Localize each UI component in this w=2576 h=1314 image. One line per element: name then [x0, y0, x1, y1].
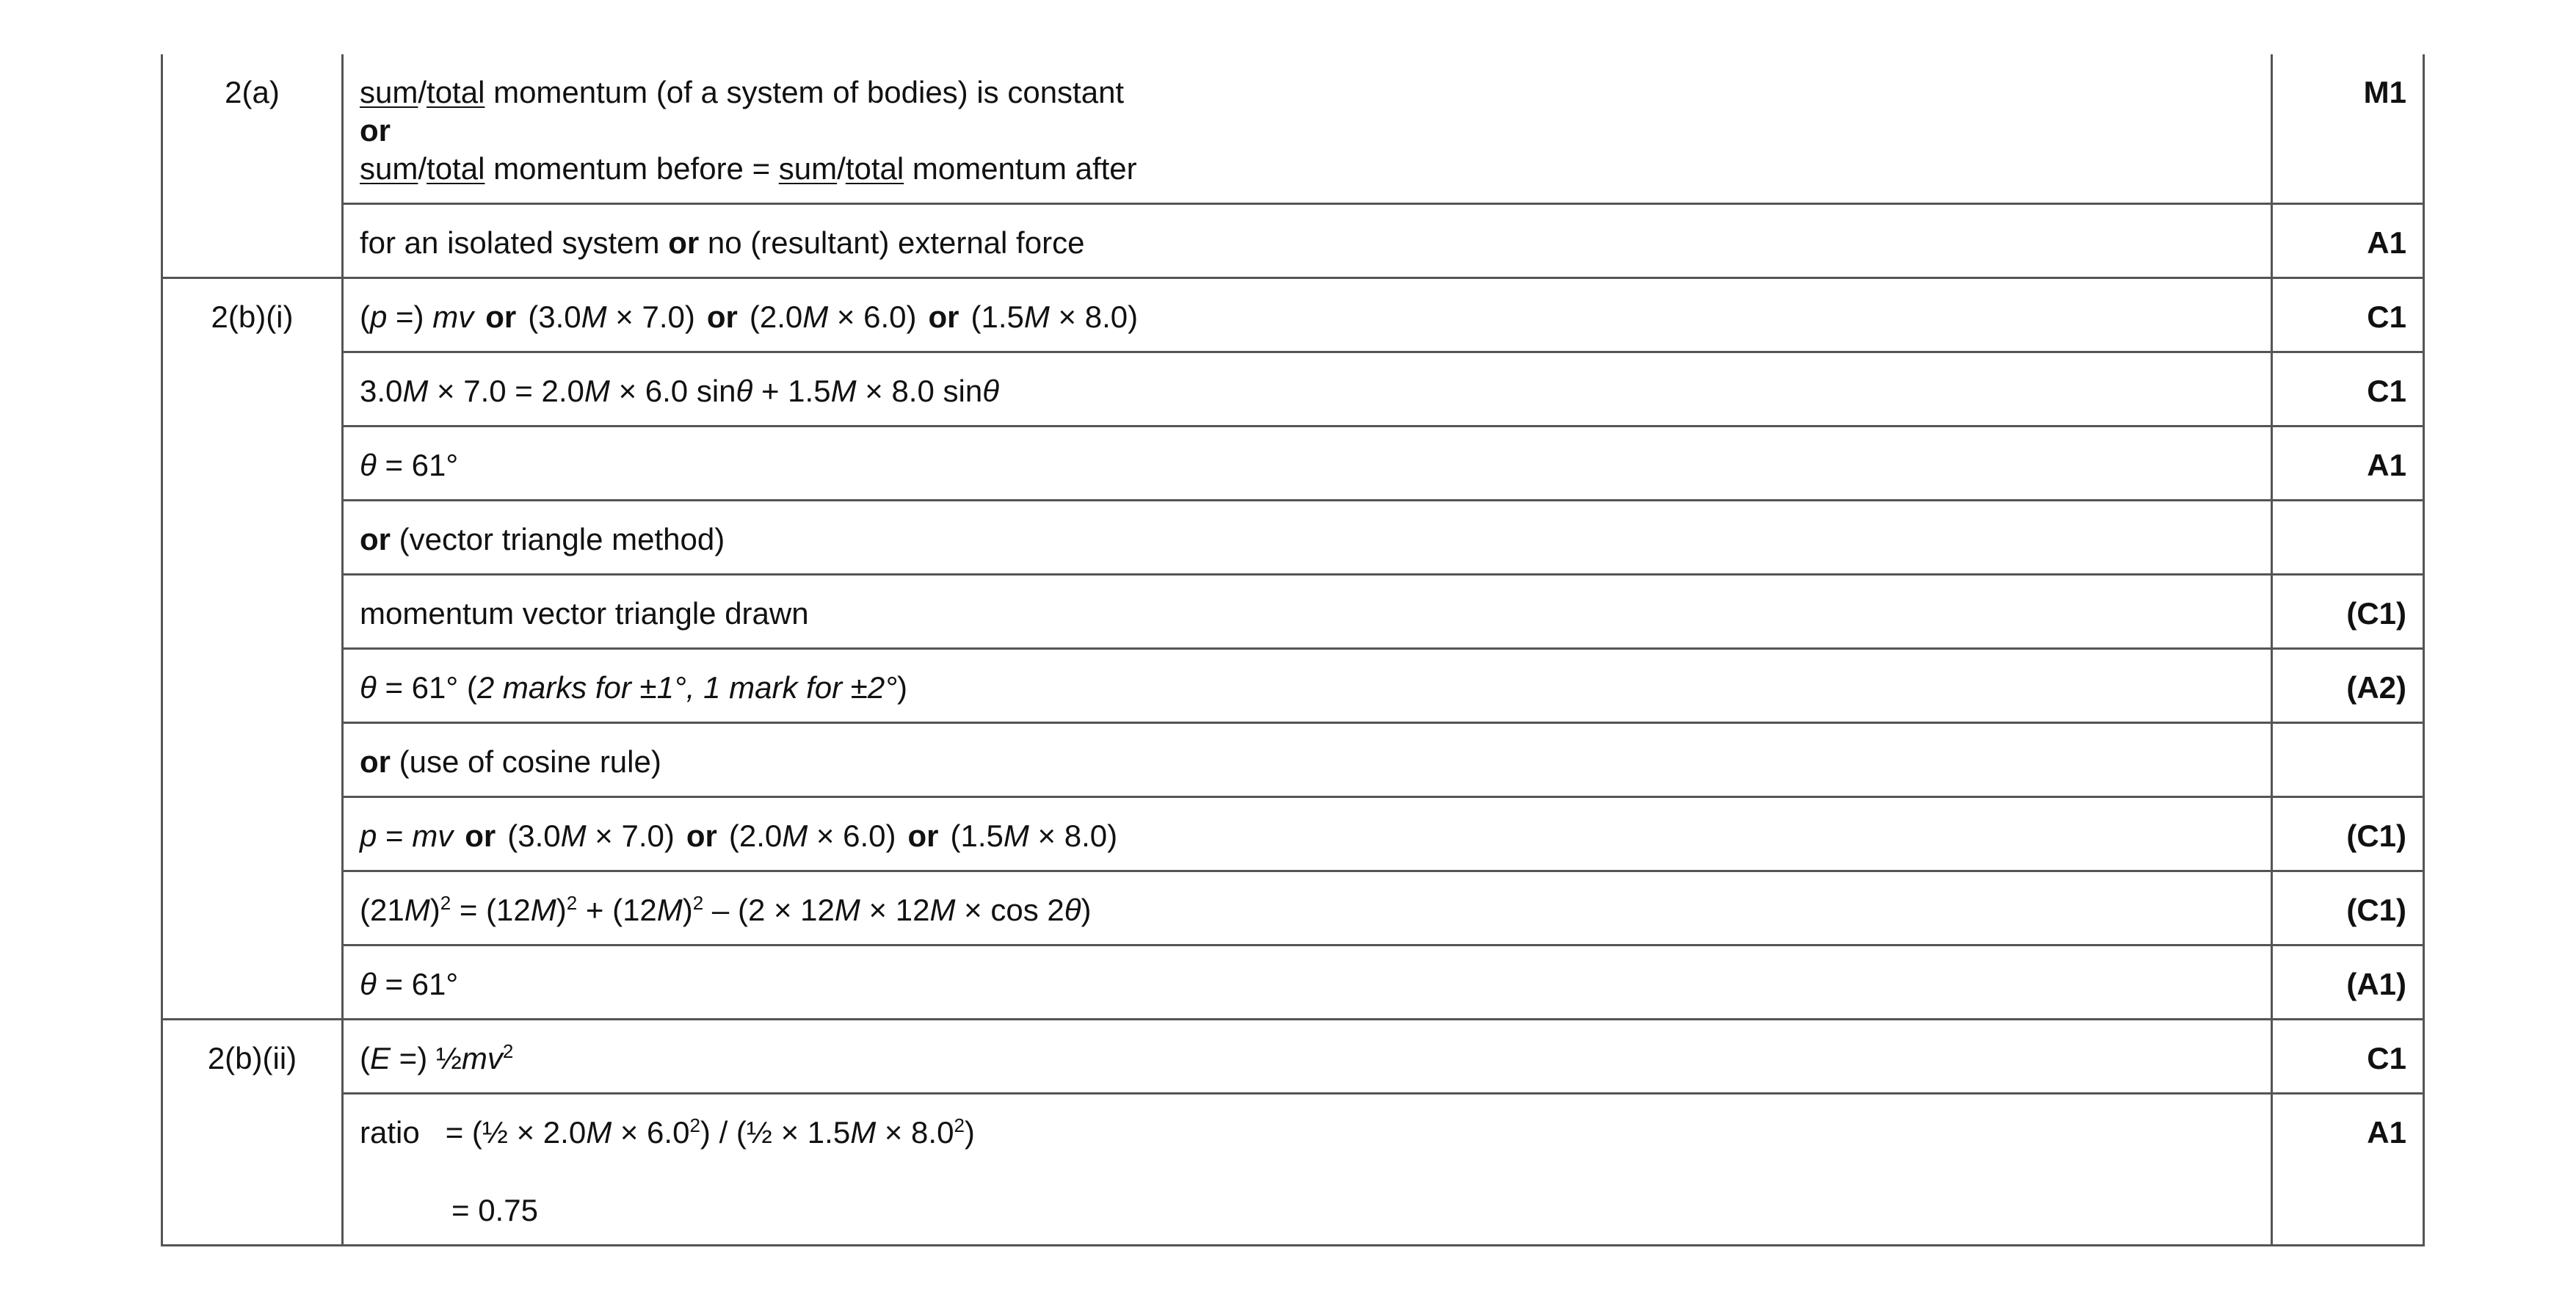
- answer-text: M: [929, 893, 956, 927]
- question-label: 2(b)(i): [211, 300, 294, 334]
- or-keyword: or: [668, 225, 700, 260]
- answer-cell: [343, 54, 2272, 204]
- table-row: [162, 723, 2424, 797]
- answer-text: p: [360, 818, 377, 853]
- answer-text: M: [560, 818, 587, 853]
- mark-cell: (C1): [2272, 871, 2424, 945]
- answer-text: sum: [360, 151, 418, 186]
- answer-text: total: [427, 75, 485, 109]
- mark-cell: A1: [2272, 204, 2424, 278]
- answer-cell: [343, 278, 2272, 352]
- mark-scheme-table: [161, 54, 2425, 1246]
- answer-text: 2 marks for ±1°, 1 mark for ±2°: [476, 670, 898, 705]
- answer-text: × 8.0: [876, 1115, 954, 1150]
- answer-text: θ: [360, 448, 377, 482]
- answer-cell: [343, 797, 2272, 871]
- answer-text: (2.0: [728, 818, 783, 853]
- or-keyword: or: [686, 818, 717, 853]
- or-keyword: or: [360, 522, 391, 556]
- answer-text: θ: [360, 967, 377, 1001]
- answer-text: M: [850, 1115, 877, 1150]
- question-number: [162, 1020, 343, 1246]
- answer-text: ): [682, 893, 693, 927]
- mark-cell: (C1): [2272, 575, 2424, 649]
- answer-text: total: [427, 151, 485, 186]
- answer-text: M: [586, 1115, 612, 1150]
- answer-text: momentum (of a system of bodies) is constant: [485, 75, 1125, 109]
- table-row: [162, 54, 2424, 204]
- answer-cell: [343, 204, 2272, 278]
- answer-text: θ: [736, 374, 753, 408]
- table-row: [162, 1094, 2424, 1246]
- answer-text: E: [370, 1041, 391, 1075]
- mark-cell: C1: [2272, 278, 2424, 352]
- superscript: 2: [692, 892, 704, 914]
- answer-cell: [343, 1020, 2272, 1094]
- answer-text: total: [845, 151, 904, 186]
- answer-text: (3.0: [528, 300, 581, 334]
- answer-text: + (12: [577, 893, 657, 927]
- mark-cell: C1: [2272, 1020, 2424, 1094]
- table-row: [162, 1020, 2424, 1094]
- answer-text: sum: [778, 151, 838, 186]
- answer-text: ): [897, 670, 908, 705]
- question-number: [162, 278, 343, 1020]
- answer-text: (: [360, 1041, 370, 1075]
- superscript: 2: [502, 1040, 514, 1062]
- question-number: [162, 54, 343, 278]
- or-keyword: or: [907, 818, 939, 853]
- answer-text: × 7.0): [586, 818, 675, 853]
- mark-cell: (C1): [2272, 797, 2424, 871]
- answer-text: no (resultant) external force: [699, 225, 1085, 260]
- table-row: [162, 501, 2424, 575]
- answer-text: ): [556, 893, 567, 927]
- answer-text: /: [418, 151, 427, 186]
- answer-text: ): [429, 893, 440, 927]
- answer-text: mv: [461, 1041, 503, 1075]
- answer-text: M: [584, 374, 610, 408]
- answer-text: momentum vector triangle drawn: [360, 596, 809, 631]
- answer-text: (vector triangle method): [391, 522, 725, 556]
- answer-text: × 8.0 sin: [856, 374, 983, 408]
- answer-text: sum: [360, 75, 418, 109]
- answer-text: M: [530, 893, 556, 927]
- answer-text: θ: [1064, 893, 1081, 927]
- answer-text: = (12: [451, 893, 531, 927]
- answer-text: × 7.0): [606, 300, 695, 334]
- mark-cell: M1: [2272, 54, 2424, 204]
- table-row: [162, 278, 2424, 352]
- answer-cell: [343, 1094, 2272, 1246]
- mark-cell: A1: [2272, 426, 2424, 501]
- table-row: [162, 797, 2424, 871]
- answer-text: × 12: [860, 893, 930, 927]
- table-row: [162, 871, 2424, 945]
- superscript: 2: [689, 1114, 700, 1136]
- answer-cell: [343, 426, 2272, 501]
- answer-text: /: [837, 151, 846, 186]
- answer-text: + 1.5: [752, 374, 831, 408]
- answer-text: ): [964, 1115, 975, 1150]
- mark-cell: (A1): [2272, 945, 2424, 1020]
- answer-text: M: [834, 893, 860, 927]
- superscript: 2: [566, 892, 578, 914]
- answer-text: × 6.0): [808, 818, 896, 853]
- answer-text: ) / (½ × 1.5: [700, 1115, 851, 1150]
- table-row: [162, 575, 2424, 649]
- mark-cell: [2272, 501, 2424, 575]
- answer-cell: [343, 649, 2272, 723]
- answer-text: θ: [982, 374, 999, 408]
- answer-text: – (2 × 12: [703, 893, 835, 927]
- answer-text: =) ½: [391, 1041, 462, 1075]
- answer-text: θ: [360, 670, 377, 705]
- answer-text: = 0.75: [451, 1193, 538, 1227]
- answer-text: M: [830, 374, 857, 408]
- or-keyword: or: [485, 300, 517, 334]
- answer-text: (2.0: [749, 300, 803, 334]
- or-keyword: or: [706, 300, 738, 334]
- answer-text: =: [377, 818, 413, 853]
- answer-text: (use of cosine rule): [391, 744, 661, 779]
- answer-text: M: [1023, 300, 1050, 334]
- answer-text: p: [370, 300, 388, 334]
- mark-cell: (A2): [2272, 649, 2424, 723]
- answer-text: × 6.0 sin: [609, 374, 736, 408]
- or-keyword: or: [928, 300, 959, 334]
- answer-text: (: [360, 300, 370, 334]
- answer-cell: [343, 723, 2272, 797]
- answer-text: = (½ × 2.0: [445, 1115, 587, 1150]
- answer-cell: [343, 352, 2272, 426]
- superscript: 2: [440, 892, 451, 914]
- answer-text: (1.5: [970, 300, 1024, 334]
- answer-cell: [343, 575, 2272, 649]
- table-row: [162, 649, 2424, 723]
- mark-cell: [2272, 723, 2424, 797]
- answer-text: for an isolated system: [360, 225, 669, 260]
- or-keyword: or: [360, 113, 391, 148]
- table-row: [162, 945, 2424, 1020]
- answer-text: × cos 2: [955, 893, 1064, 927]
- answer-text: × 8.0): [1028, 818, 1118, 853]
- answer-text: mv: [432, 300, 474, 334]
- answer-cell: [343, 871, 2272, 945]
- table-row: [162, 352, 2424, 426]
- answer-text: (21: [360, 893, 404, 927]
- answer-text: = 61°: [376, 967, 459, 1001]
- answer-text: ratio: [360, 1115, 420, 1150]
- answer-text: M: [782, 818, 808, 853]
- answer-text: × 6.0: [612, 1115, 690, 1150]
- mark-cell: C1: [2272, 352, 2424, 426]
- answer-text: M: [802, 300, 829, 334]
- answer-text: M: [404, 893, 430, 927]
- answer-text: /: [418, 75, 427, 109]
- mark-cell: A1: [2272, 1094, 2424, 1246]
- answer-text: 3.0: [360, 374, 403, 408]
- answer-text: ): [1081, 893, 1092, 927]
- answer-text: = 61° (: [376, 670, 477, 705]
- answer-text: momentum after: [904, 151, 1137, 186]
- or-keyword: or: [360, 744, 391, 779]
- question-label: 2(b)(ii): [207, 1041, 297, 1075]
- answer-text: M: [581, 300, 607, 334]
- answer-cell: [343, 945, 2272, 1020]
- answer-cell: [343, 501, 2272, 575]
- answer-text: M: [1003, 818, 1029, 853]
- answer-text: M: [656, 893, 683, 927]
- answer-text: × 7.0 = 2.0: [428, 374, 584, 408]
- table-row: [162, 426, 2424, 501]
- superscript: 2: [954, 1114, 965, 1136]
- answer-text: mv: [412, 818, 454, 853]
- answer-text: (3.0: [507, 818, 561, 853]
- or-keyword: or: [465, 818, 496, 853]
- table-row: [162, 204, 2424, 278]
- answer-text: momentum before =: [485, 151, 779, 186]
- answer-text: (1.5: [950, 818, 1004, 853]
- answer-text: M: [402, 374, 429, 408]
- answer-text: × 6.0): [828, 300, 917, 334]
- answer-text: =): [387, 300, 433, 334]
- answer-text: = 61°: [376, 448, 459, 482]
- answer-text: × 8.0): [1049, 300, 1139, 334]
- question-label: 2(a): [225, 75, 280, 109]
